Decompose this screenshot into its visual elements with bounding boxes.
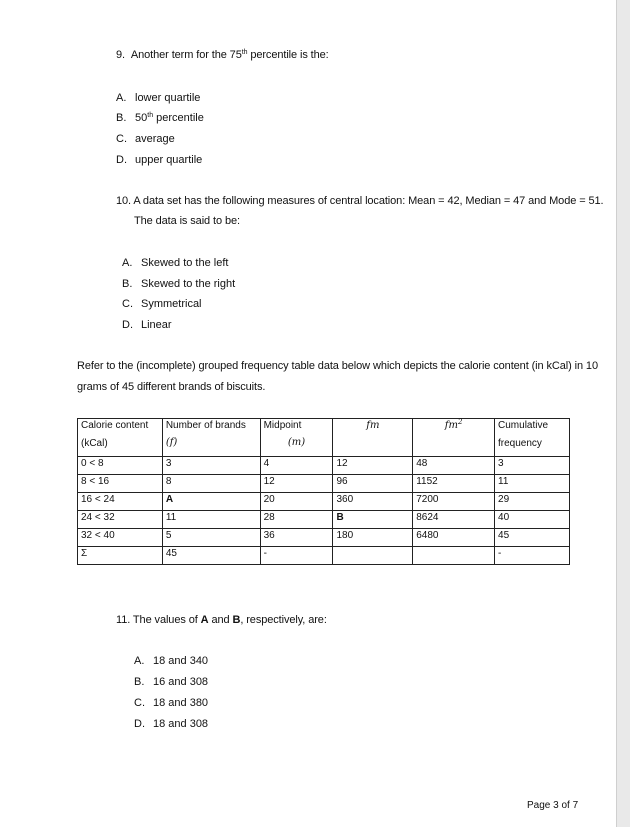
header-number-of-brands	[162, 419, 260, 457]
table-cell: 20	[260, 493, 333, 511]
table-cell: 1152	[413, 475, 495, 493]
option-text: 18 and 308	[153, 718, 209, 730]
option-text: Skewed to the left	[141, 257, 229, 269]
question-10-line2: The data is said to be:	[134, 215, 240, 227]
table-cell: 24 < 32	[78, 511, 163, 529]
table-cell-unknown-a: A	[162, 493, 260, 511]
table-cell: 12	[333, 457, 413, 475]
table-row	[78, 529, 570, 547]
q9-text: Another term for the 75	[130, 49, 242, 61]
option-letter: B.	[116, 112, 127, 124]
option-letter: D.	[122, 319, 133, 331]
frequency-table	[77, 418, 570, 565]
q9-number: 9.	[116, 49, 125, 61]
table-cell: Σ	[78, 547, 163, 565]
header-fm2	[413, 419, 495, 457]
table-cell	[333, 547, 413, 565]
table-header-row	[78, 419, 570, 457]
q11-option-d	[134, 718, 208, 730]
intro-line1: Refer to the (incomplete) grouped frequency table data below which depicts the calorie content (in kCal) in 10	[77, 360, 598, 372]
table-cell: 45	[495, 529, 570, 547]
table-cell: 96	[333, 475, 413, 493]
table-row	[78, 493, 570, 511]
option-text: Skewed to the right	[141, 278, 236, 290]
table-cell: 8624	[413, 511, 495, 529]
q11-a: A	[200, 614, 209, 626]
table-cell: 3	[495, 457, 570, 475]
q10-option-a	[122, 257, 228, 269]
header-calorie-content	[78, 419, 163, 457]
table-cell: 7200	[413, 493, 495, 511]
table-row-total	[78, 547, 570, 565]
header-text: (kCal)	[81, 438, 108, 449]
table-cell: 5	[162, 529, 260, 547]
option-text: 18 and 340	[153, 655, 209, 667]
q9-option-d	[116, 154, 202, 166]
option-letter: D.	[134, 718, 145, 730]
question-11	[116, 614, 327, 626]
header-text: Calorie content	[81, 420, 149, 431]
option-letter: A.	[134, 655, 145, 667]
header-text: Midpoint	[263, 420, 302, 431]
table-cell: 32 < 40	[78, 529, 163, 547]
table-cell: 12	[260, 475, 333, 493]
table-row	[78, 457, 570, 475]
q9-sup: th	[241, 49, 248, 56]
table-cell: 29	[495, 493, 570, 511]
q11-option-c	[134, 697, 208, 709]
option-text: Linear	[141, 319, 172, 331]
table-cell: 180	[333, 529, 413, 547]
header-cumulative-frequency	[495, 419, 570, 457]
table-cell: 11	[495, 475, 570, 493]
page-number: Page 3 of 7	[527, 800, 579, 811]
table-cell: 8	[162, 475, 260, 493]
header-text: Cumulative	[498, 420, 549, 431]
header-text: frequency	[498, 438, 542, 449]
q11-option-b	[134, 676, 208, 688]
option-text: 16 and 308	[153, 676, 209, 688]
q9-text-after: percentile is the:	[247, 49, 329, 61]
table-cell: 0 < 8	[78, 457, 163, 475]
table-cell: 40	[495, 511, 570, 529]
header-midpoint	[260, 419, 333, 457]
q11-option-a	[134, 655, 208, 667]
option-text-after: percentile	[153, 112, 204, 124]
table-cell: 11	[162, 511, 260, 529]
header-text: (f)	[165, 437, 178, 448]
table-row	[78, 475, 570, 493]
option-letter: A.	[116, 92, 127, 104]
option-letter: D.	[116, 154, 127, 166]
option-sup: th	[147, 112, 154, 119]
table-cell: 28	[260, 511, 333, 529]
table-cell: -	[495, 547, 570, 565]
table-row	[78, 511, 570, 529]
q11-text: 11. The values of	[116, 614, 201, 626]
q11-and: and	[208, 614, 233, 626]
table-cell: 36	[260, 529, 333, 547]
table-cell	[413, 547, 495, 565]
question-9	[116, 49, 329, 61]
option-text: 18 and 380	[153, 697, 209, 709]
intro-line2: grams of 45 different brands of biscuits.	[77, 381, 266, 393]
option-text: average	[135, 133, 175, 145]
header-fm	[333, 419, 413, 457]
option-letter: C.	[134, 697, 145, 709]
option-text: 50	[135, 112, 148, 124]
option-text: upper quartile	[135, 154, 203, 166]
header-text: fm	[366, 420, 380, 431]
table-cell-unknown-b: B	[333, 511, 413, 529]
table-cell: 4	[260, 457, 333, 475]
option-letter: B.	[134, 676, 145, 688]
q9-option-b	[116, 112, 204, 124]
q9-option-c	[116, 133, 175, 145]
option-text: Symmetrical	[141, 298, 202, 310]
question-10-line1: 10. A data set has the following measures of central location: Mean = 42, Median = 47 and Mode = 51.	[116, 195, 604, 207]
q10-option-c	[122, 298, 202, 310]
q11-b: B	[232, 614, 241, 626]
option-letter: A.	[122, 257, 133, 269]
table-cell: 45	[162, 547, 260, 565]
q10-option-b	[122, 278, 235, 290]
table-cell: -	[260, 547, 333, 565]
q10-option-d	[122, 319, 172, 331]
table-cell: 48	[413, 457, 495, 475]
option-letter: C.	[116, 133, 127, 145]
header-text: Number of brands	[165, 420, 246, 431]
header-sup: 2	[457, 418, 463, 426]
option-text: lower quartile	[135, 92, 201, 104]
table-cell: 360	[333, 493, 413, 511]
table-cell: 16 < 24	[78, 493, 163, 511]
header-text: fm	[444, 420, 458, 431]
q11-rest: , respectively, are:	[240, 614, 327, 626]
table-cell: 8 < 16	[78, 475, 163, 493]
option-letter: C.	[122, 298, 133, 310]
table-cell: 6480	[413, 529, 495, 547]
table-cell: 3	[162, 457, 260, 475]
q9-option-a	[116, 92, 200, 104]
option-letter: B.	[122, 278, 133, 290]
header-text: (m)	[287, 437, 306, 448]
